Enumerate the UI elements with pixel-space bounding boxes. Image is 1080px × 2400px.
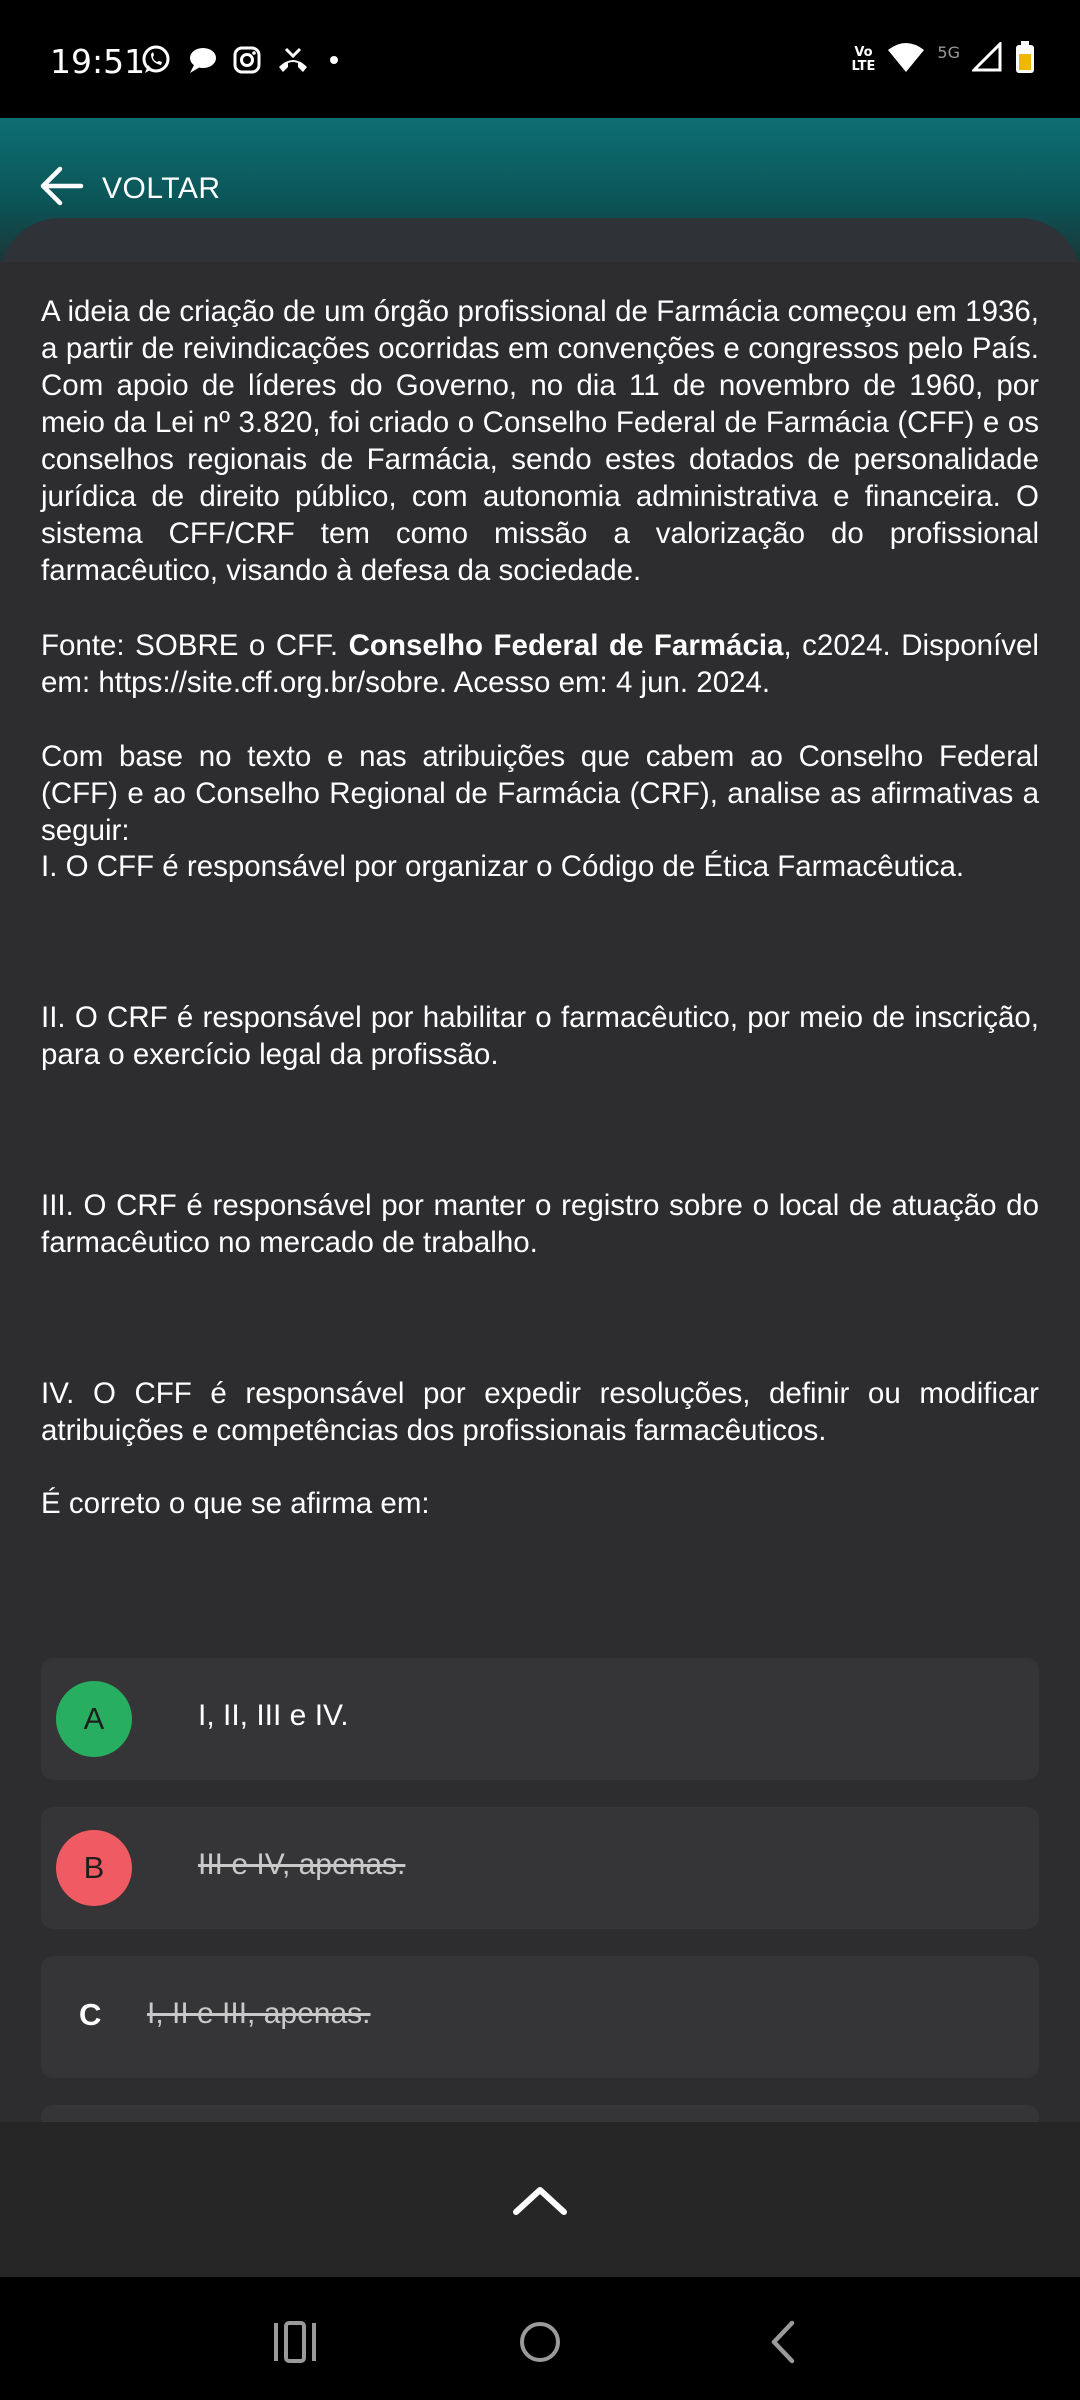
source-title: Conselho Federal de Farmácia	[348, 629, 784, 662]
instagram-icon	[232, 45, 262, 75]
option-b-text: III e IV, apenas.	[198, 1848, 406, 1881]
lte-label: LTE	[851, 58, 876, 74]
volte-label: Vo	[854, 44, 873, 60]
missed-call-icon	[276, 45, 310, 75]
option-a-text: I, II, III e IV.	[198, 1699, 349, 1732]
back-nav-button[interactable]	[758, 2317, 808, 2367]
question-source	[41, 627, 1039, 701]
option-c-text: I, II e III, apenas.	[147, 1997, 371, 2030]
home-icon	[515, 2317, 565, 2367]
option-b-letter: B	[56, 1830, 132, 1906]
back-label: VOLTAR	[102, 171, 221, 205]
option-c[interactable]	[41, 1956, 1039, 2078]
statement-4: IV. O CFF é responsável por expedir resoluções, definir ou modificar atribuições e competências dos profissionais farmacêuticos.	[41, 1377, 1039, 1447]
option-c-letter: C	[79, 1997, 102, 2032]
source-suffix: , c2024. Disponível em: https://site.cff.org.br/sobre. Acesso em: 4 jun. 2024.	[41, 629, 1039, 699]
final-prompt: É correto o que se afirma em:	[41, 1487, 430, 1520]
whatsapp-icon	[140, 44, 172, 76]
recent-apps-button[interactable]	[270, 2317, 320, 2367]
question-prompt: Com base no texto e nas atribuições que cabem ao Conselho Federal (CFF) e ao Conselho Regional de Farmácia (CRF), analise as afirmativas a seguir:	[41, 740, 1039, 847]
statement-3: III. O CRF é responsável por manter o registro sobre o local de atuação do farmacêutico no mercado de trabalho.	[41, 1189, 1039, 1259]
battery-icon	[1014, 40, 1036, 79]
expand-button[interactable]	[510, 2180, 570, 2220]
status-bar	[0, 0, 1080, 118]
status-time: 19:51	[50, 42, 146, 81]
chat-bubble-icon	[186, 45, 218, 75]
option-b[interactable]	[41, 1807, 1039, 1929]
option-a-letter: A	[56, 1681, 132, 1757]
chevron-up-icon	[510, 2180, 570, 2220]
navigation-bar	[0, 2277, 1080, 2400]
dot-icon	[324, 50, 344, 70]
option-a[interactable]	[41, 1658, 1039, 1780]
network-type: 5G	[937, 43, 960, 62]
notification-icons	[140, 44, 344, 76]
system-icons	[852, 40, 1036, 79]
source-prefix: Fonte: SOBRE o CFF.	[41, 629, 349, 662]
question-paragraph: A ideia de criação de um órgão profissional de Farmácia começou em 1936, a partir de reivindicações ocorridas em convenções e congressos pelo País. Com apoio de líderes do Governo, no dia 11 de novembro de 1960, por meio da Lei nº 3.820, foi criado o Conselho Federal de Farmácia (CFF) e os conselhos regionais de Farmácia, sendo estes dotados de personalidade jurídica de direito público, com autonomia administrativa e financeira. O sistema CFF/CRF tem como missão a valorização do profissional farmacêutico, visando à defesa da sociedade.	[41, 295, 1039, 587]
question-content	[0, 262, 1080, 2122]
statement-2: II. O CRF é responsável por habilitar o farmacêutico, por meio de inscrição, para o exercício legal da profissão.	[41, 1001, 1039, 1071]
back-nav-icon	[758, 2317, 808, 2367]
arrow-left-icon	[38, 166, 84, 211]
bottom-bar	[0, 2122, 1080, 2277]
volte-icon	[852, 46, 876, 74]
home-button[interactable]	[515, 2317, 565, 2367]
statement-1: I. O CFF é responsável por organizar o Código de Ética Farmacêutica.	[41, 850, 965, 883]
signal-icon	[972, 42, 1002, 77]
wifi-icon	[887, 41, 925, 78]
recent-apps-icon	[270, 2317, 320, 2367]
back-button[interactable]	[38, 166, 221, 211]
